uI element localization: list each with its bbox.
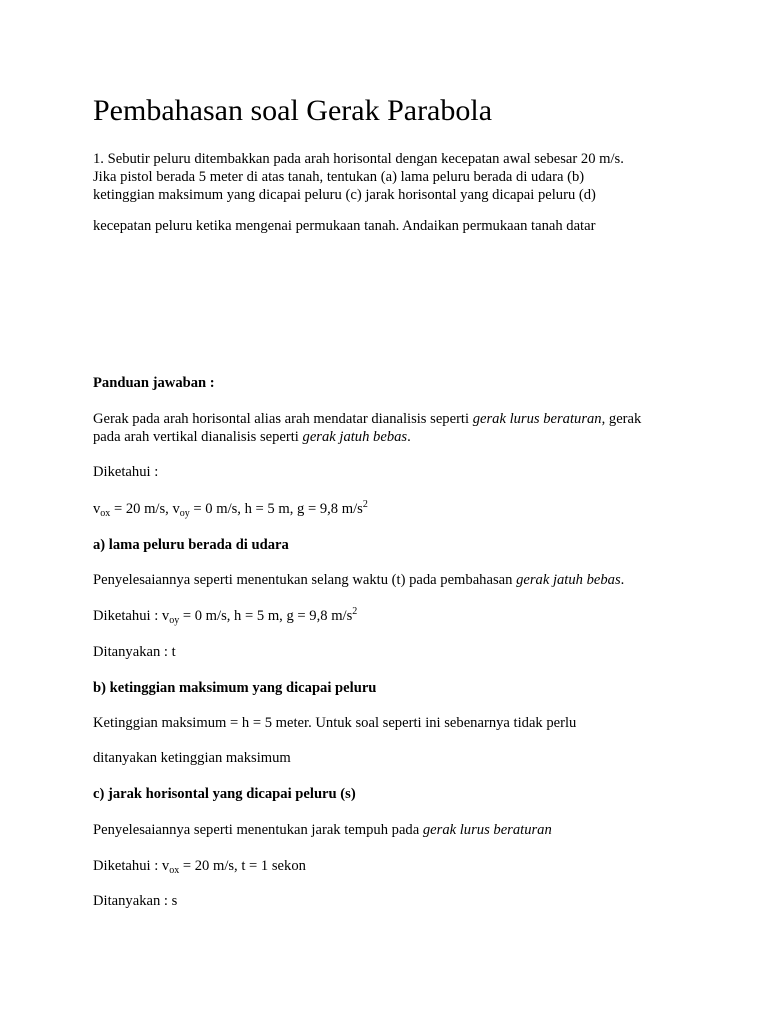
part-c-asked: Ditanyakan : s [93,893,178,909]
problem-line-1: 1. Sebutir peluru ditembakkan pada arah horisontal dengan kecepatan awal sebesar 20 m/s. [93,151,624,167]
emphasis-glb: gerak lurus beraturan [472,411,602,427]
part-c-heading: c) jarak horisontal yang dicapai peluru (s) [93,786,356,802]
guide-paragraph-line-1: Gerak pada arah horisontal alias arah mendatar dianalisis seperti gerak lurus beraturan, gerak [93,411,642,427]
emphasis-gjb: gerak jatuh bebas [302,429,408,445]
guide-paragraph [93,410,693,446]
part-b-line-1: Ketinggian maksimum = h = 5 meter. Untuk soal seperti ini sebenarnya tidak perlu [93,715,577,731]
part-c-solution: Penyelesaiannya seperti menentukan jarak tempuh pada gerak lurus beraturan [93,822,552,838]
known-label: Diketahui : [93,464,159,480]
known-values: $v_{ox} = 20$ m/s, $v_{oy} = 0$ m/s, h = 5 m, g = 9,8 $m/s^2$ [93,499,368,519]
problem-line-2: Jika pistol berada 5 meter di atas tanah, tentukan (a) lama peluru berada di udara (b) [93,169,585,185]
problem-line-3: ketinggian maksimum yang dicapai peluru (c) jarak horisontal yang dicapai peluru (d) [93,187,596,203]
page-title: Pembahasan soal Gerak Parabola [93,94,493,127]
guide-heading: Panduan jawaban : [93,375,215,391]
part-a-asked: Ditanyakan : t [93,644,176,660]
problem-line-4: kecepatan peluru ketika mengenai permukaan tanah. Andaikan permukaan tanah datar [93,218,596,234]
part-b-line-2: ditanyakan ketinggian maksimum [93,750,291,766]
part-b-heading: b) ketinggian maksimum yang dicapai peluru [93,680,377,696]
part-a-solution: Penyelesaiannya seperti menentukan selang waktu (t) pada pembahasan gerak jatuh bebas. [93,572,625,588]
guide-paragraph-line-2: pada arah vertikal dianalisis seperti gerak jatuh bebas. [93,429,411,445]
part-a-known: Diketahui : $v_{oy} = 0$ m/s, h = 5 m, g = 9,8 $m/s^2$ [93,606,358,626]
part-a-heading: a) lama peluru berada di udara [93,537,289,553]
problem-statement [93,150,693,204]
part-c-known: Diketahui : $v_{ox} = 20$ m/s, t = 1 sekon [93,858,306,876]
